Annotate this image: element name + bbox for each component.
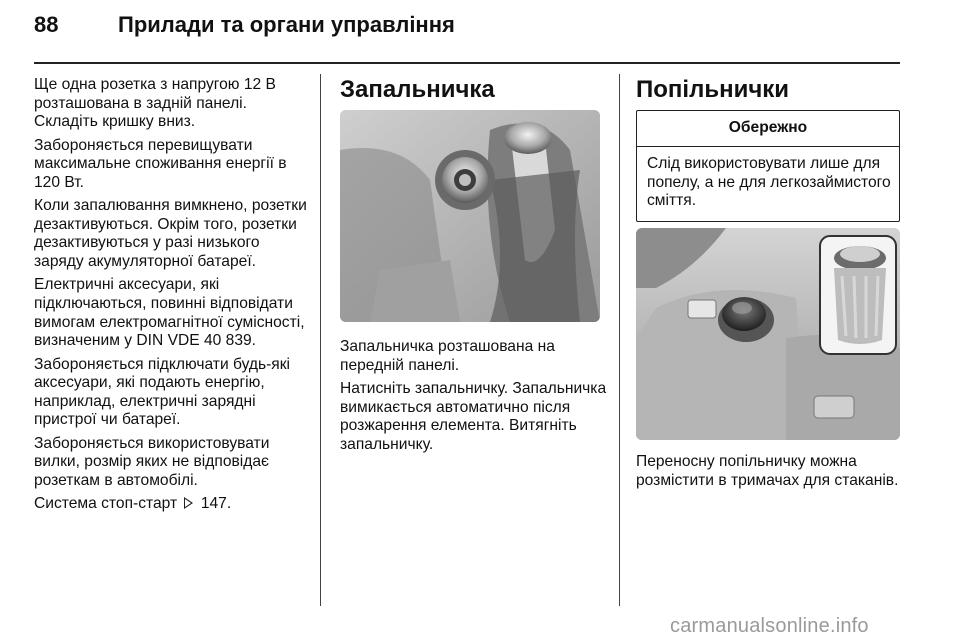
- watermark: carmanualsonline.info: [670, 615, 869, 637]
- section-title-ashtrays: Попільнички: [636, 76, 790, 103]
- column-sockets: [34, 76, 310, 519]
- caution-box: [636, 110, 900, 222]
- lighter-text: [340, 338, 616, 459]
- lighter-illustration: [340, 110, 600, 322]
- page-title: Прилади та органи управління: [118, 12, 455, 37]
- ashtray-image: [636, 228, 900, 440]
- page-number: 88: [34, 12, 59, 37]
- crossref-page[interactable]: 147.: [200, 495, 232, 513]
- lighter-image: [340, 110, 600, 322]
- crossref-paragraph: [34, 495, 310, 514]
- column-divider-2: [619, 74, 620, 606]
- paragraph: Ще одна розетка з напругою 12 В розташована в задній панелі. Складіть кришку вниз.: [34, 76, 276, 131]
- header-rule: [34, 62, 900, 64]
- paragraph: Переносну попільничку можна розмістити в тримачах для стаканів.: [636, 453, 899, 489]
- paragraph: Забороняється використовувати вилки, розмір яких не відповідає розеткам в автомобілі.: [34, 434, 270, 489]
- paragraph: Забороняється підключати будь-які аксесуари, які подають енергію, наприклад, електричні зарядні пристрої чи батареї.: [34, 355, 291, 429]
- paragraph: Натисніть запальничку. Запальничка вимикається автоматично після розжарення елемента. Витягніть запальничку.: [340, 379, 607, 453]
- caution-title: Обережно: [637, 111, 899, 147]
- paragraph: Електричні аксесуари, які підключаються, повинні відповідати вимогам електромагнітної сумісності, визначеним у DIN VDE 40 839.: [34, 276, 305, 350]
- paragraph: Забороняється перевищувати максимальне споживання енергії в 120 Вт.: [34, 136, 287, 191]
- column-divider-1: [320, 74, 321, 606]
- column-lighter: [340, 76, 616, 104]
- ashtray-illustration: [636, 228, 900, 440]
- crossref-text: Система стоп-старт: [34, 495, 178, 513]
- ashtray-text: [636, 453, 904, 495]
- caution-text: Слід використовувати лише для попелу, а не для легкозаймистого сміття.: [647, 155, 891, 210]
- paragraph: Запальничка розташована на передній панелі.: [340, 338, 555, 374]
- section-title-lighter: Запальничка: [340, 76, 495, 103]
- column-ashtrays: [636, 76, 904, 104]
- crossref-arrow-icon: [184, 497, 193, 509]
- paragraph: Коли запалювання вимкнено, розетки дезактивуються. Окрім того, розетки дезактивуються у разі низького заряду акумуляторної батареї.: [34, 197, 307, 270]
